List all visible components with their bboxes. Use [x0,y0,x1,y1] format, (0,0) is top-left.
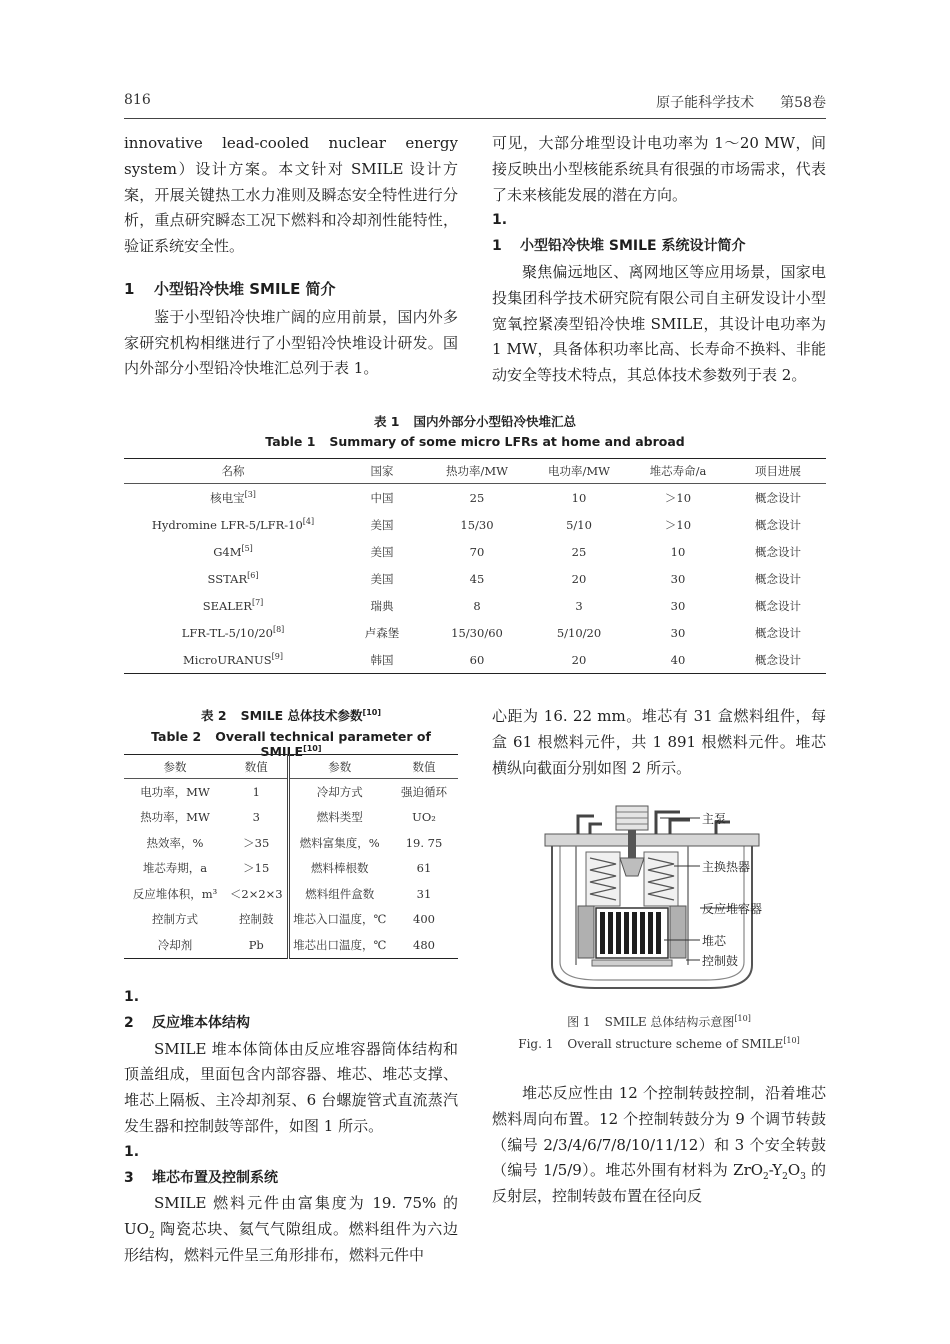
cell: 热功率，MW [140,810,210,825]
pump-shaft [628,830,636,858]
cell: 3 [226,805,288,831]
cell: 20 [571,571,587,586]
cell: 30 [670,625,686,640]
table-row [124,805,458,831]
subsection-heading-1-1: 1. 1 小型铅冷快堆 SMILE 系统设计简介 [492,212,746,255]
label-main-pump: 主泵 [702,812,727,826]
cell-name: G4M[5] [213,543,253,559]
cell: 燃料棒根数 [311,861,369,876]
cell: 5/10/20 [556,625,602,640]
cell: ＜2×2×3 [226,881,288,907]
column-header: 数值 [226,755,288,779]
table1-caption-cn: 表 1 国内外部分小型铅冷快堆汇总 [373,414,577,429]
cell-name: SSTAR[6] [207,570,259,586]
cell: 10 [670,544,686,559]
table-row [124,907,458,933]
cell: 60 [469,652,485,667]
cell: 美国 [370,517,394,532]
cell-name: MicroURANUS[9] [183,651,283,667]
right-column-lower [492,1081,826,1210]
column-header: 国家 [342,459,422,484]
cell: 31 [416,886,432,901]
table-row [124,511,826,538]
cell: 8 [473,598,481,613]
cell: 概念设计 [755,598,801,613]
table-header-row [124,459,826,484]
right-column-mid [492,704,826,781]
core-support [592,960,672,966]
cell: 概念设计 [755,571,801,586]
column-header: 堆芯寿命/a [626,459,730,484]
column-header: 数值 [390,755,458,779]
cell: ＞10 [664,490,692,505]
label-main-heat-exchanger: 主换热器 [702,860,751,874]
cell: 30 [670,598,686,613]
subsection-heading-1-2: 1. 2 反应堆本体结构 [124,989,250,1031]
table-row [124,856,458,882]
paragraph: SMILE 堆本体筒体由反应堆容器筒体结构和顶盖组成，里面包含内部容器、堆芯、堆芯支撑、堆芯上隔板、主冷却剂泵、6 台螺旋管式直流蒸汽发生器和控制鼓等部件，如图 1 所示。 [124,1039,458,1135]
cell: 反应堆体积，m³ [132,886,218,901]
table1-caption-en: Table 1 Summary of some micro LFRs at home and abroad [265,434,685,449]
cell: UO₂ [412,810,436,825]
paragraph: 堆芯反应性由 12 个控制转鼓控制，沿着堆芯燃料周向布置。12 个控制转鼓分为 9 个调节转鼓（编号 2/3/4/6/7/8/10/11/12）和 3 个安全转鼓（编号 1/5/9）。堆芯外围有材料为 $ZrO_2-Y_2O_3$ 的反射层，控制转鼓布置在径向反 [492,1084,826,1206]
paragraph: 可见，大部分堆型设计电功率为 1～20 MW，间接反映出小型核能系统具有很强的市场需求，代表了未来核能发展的潜在方向。 [492,134,826,204]
cell: 概念设计 [755,652,801,667]
table-row [124,619,826,646]
table-row [124,881,458,907]
cell: 卢森堡 [364,625,400,640]
cell: 冷却方式 [316,784,363,799]
pipe [590,824,602,834]
subsection-heading-1-3: 1. 3 堆芯布置及控制系统 [124,1143,278,1186]
cell: ＞10 [664,517,692,532]
paragraph: SMILE 燃料元件由富集度为 19. 75% 的 $UO_2$ 陶瓷芯块、氦气气隙组成。燃料组件为六边形结构，燃料元件呈三角形排布，燃料元件中 [124,1194,458,1264]
cell: 概念设计 [755,517,801,532]
paragraph: innovative lead-cooled nuclear energy system）设计方案。本文针对 SMILE 设计方案，开展关键热工水力准则及瞬态安全特性进行分析，重点研究瞬态工况下燃料和冷却剂性能特性，验证系统安全性。 [124,134,458,256]
table-row [124,484,826,512]
section-heading-1: 1 小型铅冷快堆 SMILE 简介 [124,279,336,298]
control-drum-right [670,906,686,958]
label-reactor-vessel: 反应堆容器 [702,902,763,916]
cell: 概念设计 [755,490,801,505]
cell: 15/30/60 [451,625,503,640]
column-header: 参数 [288,755,390,779]
cell: 25 [571,544,587,559]
table-row [124,932,458,958]
label-core: 堆芯 [702,934,727,948]
page-number: 816 [124,92,151,108]
left-column-lower [124,985,458,1269]
table2-caption-en: Table 2 Overall technical parameter of SMILE[10] [151,729,431,759]
cell: 1 [226,779,288,805]
table-row [124,565,826,592]
journal-volume: 第58卷 [780,95,826,111]
cell-name: LFR-TL-5/10/20[8] [181,624,285,640]
cell: 25 [469,490,485,505]
cell: 控制方式 [152,912,198,927]
pipe [656,812,680,834]
table2 [124,754,458,959]
cell: 燃料类型 [316,810,363,825]
cell: 燃料组件盒数 [305,886,375,901]
paragraph: 心距为 16. 22 mm。堆芯有 31 盒燃料组件，每盒 61 根燃料元件，共 1 891 根燃料元件。堆芯横纵向截面分别如图 2 所示。 [492,707,826,777]
cell: ＞35 [226,830,288,856]
cell: 堆芯入口温度，℃ [293,912,387,927]
cell: 美国 [370,571,394,586]
main-pump-impeller [620,858,644,876]
cell: 概念设计 [755,625,801,640]
cell: 概念设计 [755,544,801,559]
cell-name: 核电宝[3] [210,489,256,505]
column-header: 电功率/MW [532,459,626,484]
left-column-upper [124,131,458,382]
cell: Pb [226,932,288,958]
top-cover [545,834,759,846]
cell: 冷却剂 [157,937,193,952]
table-header-row [124,755,458,779]
cell: 堆芯出口温度，℃ [293,937,387,952]
cell: 瑞典 [370,598,394,613]
cell: 强迫循环 [401,784,447,799]
cell: 堆芯寿期，a [142,861,208,876]
cell: 15/30 [460,517,494,532]
paragraph: 聚焦偏远地区、离网地区等应用场景，国家电投集团科学技术研究院有限公司自主研发设计小型宽氧控紧凑型铅冷快堆 SMILE，其设计电功率为 1 MW，具备体积功率比高、长寿命不换料、非能动安全等技术特点，其总体技术参数列于表 2。 [492,262,826,385]
cell: 电功率，MW [140,784,210,799]
table-row [124,592,826,619]
cell: 70 [469,544,485,559]
cell-name: SEALER[7] [202,597,264,613]
cell-name: Hydromine LFR-5/LFR-10[4] [151,516,315,532]
column-header: 项目进展 [730,459,826,484]
cell: 480 [413,937,435,952]
column-header: 参数 [124,755,226,779]
cell: 燃料富集度，% [299,835,380,850]
cell: 10 [571,490,587,505]
table1 [124,458,826,674]
column-header: 名称 [124,459,342,484]
pipe [670,820,690,834]
running-header [124,92,826,114]
cell: 30 [670,571,686,586]
journal-title: 原子能科学技术 [656,95,755,111]
cell: 19. 75 [405,835,443,850]
cell: 45 [469,571,485,586]
table-row [124,779,458,805]
cell: 400 [413,912,435,927]
cell: 61 [416,861,432,876]
cell: 40 [670,652,686,667]
cell: 韩国 [370,652,394,667]
cell: 热效率，% [146,835,204,850]
cell: 3 [575,598,583,613]
header-rule [124,118,826,119]
table-row [124,646,826,674]
paragraph: 鉴于小型铅冷快堆广阔的应用前景，国内外多家研究机构相继进行了小型铅冷快堆设计研发。国内外部分小型铅冷快堆汇总列于表 1。 [124,307,458,378]
cell: 美国 [370,544,394,559]
right-column-upper [492,131,826,389]
table2-caption-cn: 表 2 SMILE 总体技术参数[10] [201,707,381,723]
journal-info [656,92,826,112]
label-control-drum: 控制鼓 [702,954,739,968]
cell: 5/10 [566,517,592,532]
figure1-diagram [540,800,830,1000]
cell: ＞15 [226,856,288,882]
figure1-caption-en: Fig. 1 Overall structure scheme of SMILE[10] [518,1036,800,1051]
cell: 中国 [370,490,394,505]
control-drum-left [578,906,594,958]
cell: 控制鼓 [226,907,288,933]
table-row [124,538,826,565]
figure1-caption-cn: 图 1 SMILE 总体结构示意图[10] [567,1014,751,1029]
table-row [124,830,458,856]
column-header: 热功率/MW [422,459,532,484]
cell: 20 [571,652,587,667]
